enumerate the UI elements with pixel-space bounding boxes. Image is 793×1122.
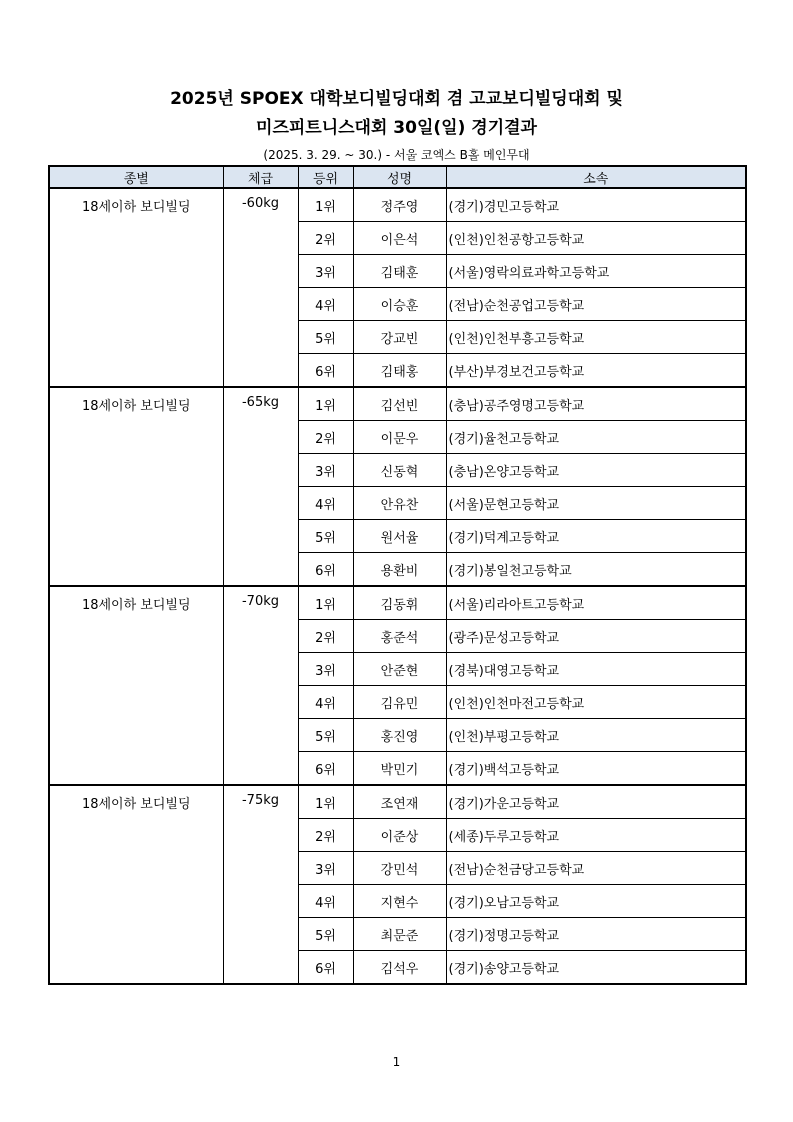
page-number: 1 <box>392 1055 401 1069</box>
table-header-row <box>49 166 746 188</box>
school-cell: (인천)인천공항고등학교 <box>446 222 746 255</box>
name-cell: 용환비 <box>353 553 446 587</box>
rank-cell: 4위 <box>298 288 353 321</box>
rank-cell: 4위 <box>298 487 353 520</box>
school-cell: (서울)영락의료과학고등학교 <box>446 255 746 288</box>
rank-cell: 1위 <box>298 387 353 421</box>
event-cell: 18세이하 보디빌딩 <box>49 387 223 586</box>
school-cell: (인천)부평고등학교 <box>446 719 746 752</box>
name-cell: 김태훈 <box>353 255 446 288</box>
rank-cell: 5위 <box>298 520 353 553</box>
rank-cell: 2위 <box>298 620 353 653</box>
name-cell: 최문준 <box>353 918 446 951</box>
rank-cell: 4위 <box>298 686 353 719</box>
header-name: 성명 <box>353 166 446 188</box>
name-cell: 조연재 <box>353 785 446 819</box>
name-cell: 김태홍 <box>353 354 446 388</box>
rank-cell: 3위 <box>298 454 353 487</box>
school-cell: (인천)인천마전고등학교 <box>446 686 746 719</box>
rank-cell: 2위 <box>298 421 353 454</box>
name-cell: 박민기 <box>353 752 446 786</box>
document-title-line-2: 미즈피트니스대회 30일(일) 경기결과 <box>256 118 537 138</box>
weight-cell: -60kg <box>223 188 298 387</box>
school-cell: (부산)부경보건고등학교 <box>446 354 746 388</box>
name-cell: 신동혁 <box>353 454 446 487</box>
school-cell: (경기)봉일천고등학교 <box>446 553 746 587</box>
name-cell: 김유민 <box>353 686 446 719</box>
school-cell: (광주)문성고등학교 <box>446 620 746 653</box>
weight-cell: -65kg <box>223 387 298 586</box>
school-cell: (경기)오남고등학교 <box>446 885 746 918</box>
table-row <box>49 785 746 819</box>
rank-cell: 6위 <box>298 553 353 587</box>
rank-cell: 5위 <box>298 719 353 752</box>
results-table-body <box>49 188 746 984</box>
event-cell: 18세이하 보디빌딩 <box>49 188 223 387</box>
name-cell: 강민석 <box>353 852 446 885</box>
event-cell: 18세이하 보디빌딩 <box>49 586 223 785</box>
rank-cell: 3위 <box>298 852 353 885</box>
name-cell: 이준상 <box>353 819 446 852</box>
school-cell: (경기)율천고등학교 <box>446 421 746 454</box>
table-row <box>49 188 746 222</box>
rank-cell: 2위 <box>298 222 353 255</box>
name-cell: 안유찬 <box>353 487 446 520</box>
rank-cell: 4위 <box>298 885 353 918</box>
header-rank: 등위 <box>298 166 353 188</box>
rank-cell: 1위 <box>298 188 353 222</box>
school-cell: (경기)백석고등학교 <box>446 752 746 786</box>
name-cell: 이문우 <box>353 421 446 454</box>
rank-cell: 1위 <box>298 785 353 819</box>
header-event: 종별 <box>49 166 223 188</box>
name-cell: 원서율 <box>353 520 446 553</box>
school-cell: (경기)가운고등학교 <box>446 785 746 819</box>
rank-cell: 6위 <box>298 951 353 985</box>
name-cell: 안준현 <box>353 653 446 686</box>
results-table <box>48 165 747 985</box>
school-cell: (전남)순천공업고등학교 <box>446 288 746 321</box>
name-cell: 홍진영 <box>353 719 446 752</box>
rank-cell: 3위 <box>298 653 353 686</box>
document-title-line-1: 2025년 SPOEX 대학보디빌딩대회 겸 고교보디빌딩대회 및 <box>170 89 623 109</box>
school-cell: (전남)순천금당고등학교 <box>446 852 746 885</box>
table-row <box>49 387 746 421</box>
school-cell: (인천)인천부흥고등학교 <box>446 321 746 354</box>
rank-cell: 6위 <box>298 752 353 786</box>
school-cell: (경기)송양고등학교 <box>446 951 746 985</box>
school-cell: (서울)문현고등학교 <box>446 487 746 520</box>
name-cell: 강교빈 <box>353 321 446 354</box>
document-subtitle: (2025. 3. 29. ~ 30.) - 서울 코엑스 B홀 메인무대 <box>263 148 530 162</box>
rank-cell: 3위 <box>298 255 353 288</box>
rank-cell: 6위 <box>298 354 353 388</box>
name-cell: 이승훈 <box>353 288 446 321</box>
name-cell: 이은석 <box>353 222 446 255</box>
school-cell: (충남)온양고등학교 <box>446 454 746 487</box>
rank-cell: 2위 <box>298 819 353 852</box>
rank-cell: 1위 <box>298 586 353 620</box>
name-cell: 홍준석 <box>353 620 446 653</box>
school-cell: (경기)덕계고등학교 <box>446 520 746 553</box>
event-cell: 18세이하 보디빌딩 <box>49 785 223 984</box>
name-cell: 김선빈 <box>353 387 446 421</box>
school-cell: (경기)경민고등학교 <box>446 188 746 222</box>
rank-cell: 5위 <box>298 918 353 951</box>
name-cell: 김석우 <box>353 951 446 985</box>
name-cell: 정주영 <box>353 188 446 222</box>
school-cell: (경북)대영고등학교 <box>446 653 746 686</box>
name-cell: 지현수 <box>353 885 446 918</box>
header-weight: 체급 <box>223 166 298 188</box>
weight-cell: -70kg <box>223 586 298 785</box>
school-cell: (충남)공주영명고등학교 <box>446 387 746 421</box>
rank-cell: 5위 <box>298 321 353 354</box>
table-row <box>49 586 746 620</box>
header-school: 소속 <box>446 166 746 188</box>
school-cell: (서울)리라아트고등학교 <box>446 586 746 620</box>
weight-cell: -75kg <box>223 785 298 984</box>
school-cell: (경기)정명고등학교 <box>446 918 746 951</box>
school-cell: (세종)두루고등학교 <box>446 819 746 852</box>
name-cell: 김동휘 <box>353 586 446 620</box>
